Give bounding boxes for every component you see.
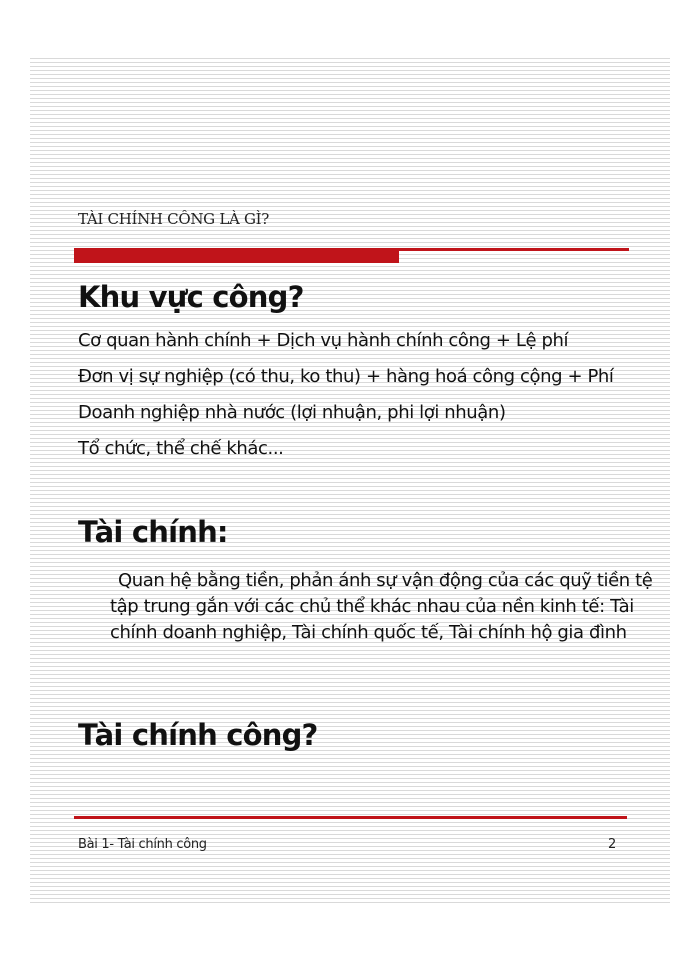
public-sector-line: Cơ quan hành chính + Dịch vụ hành chính công + Lệ phí: [78, 330, 569, 351]
finance-definition-line: Quan hệ bằng tiền, phản ánh sự vận động của các quỹ tiền tệ: [118, 570, 653, 591]
footer-page-number: 2: [608, 837, 617, 852]
slide: [30, 58, 670, 903]
finance-definition-line: tập trung gắn với các chủ thể khác nhau của nền kinh tế: Tài: [110, 596, 634, 617]
public-sector-line: Doanh nghiệp nhà nước (lợi nhuận, phi lợi nhuận): [78, 402, 506, 423]
heading-finance: Tài chính:: [78, 515, 228, 549]
slide-header-title: TÀI CHÍNH CÔNG LÀ GÌ?: [78, 210, 270, 228]
footer-lesson-title: Bài 1- Tài chính công: [78, 837, 207, 852]
header-rule-thick: [74, 251, 399, 263]
finance-definition-line: chính doanh nghiệp, Tài chính quốc tế, Tài chính hộ gia đình: [110, 622, 627, 643]
footer-rule: [74, 816, 627, 819]
public-sector-line: Tổ chức, thể chế khác...: [78, 438, 284, 459]
heading-public-sector: Khu vực công?: [78, 280, 304, 314]
public-sector-line: Đơn vị sự nghiệp (có thu, ko thu) + hàng hoá công cộng + Phí: [78, 366, 614, 387]
finance-definition: [110, 568, 653, 646]
heading-public-finance: Tài chính công?: [78, 718, 318, 752]
